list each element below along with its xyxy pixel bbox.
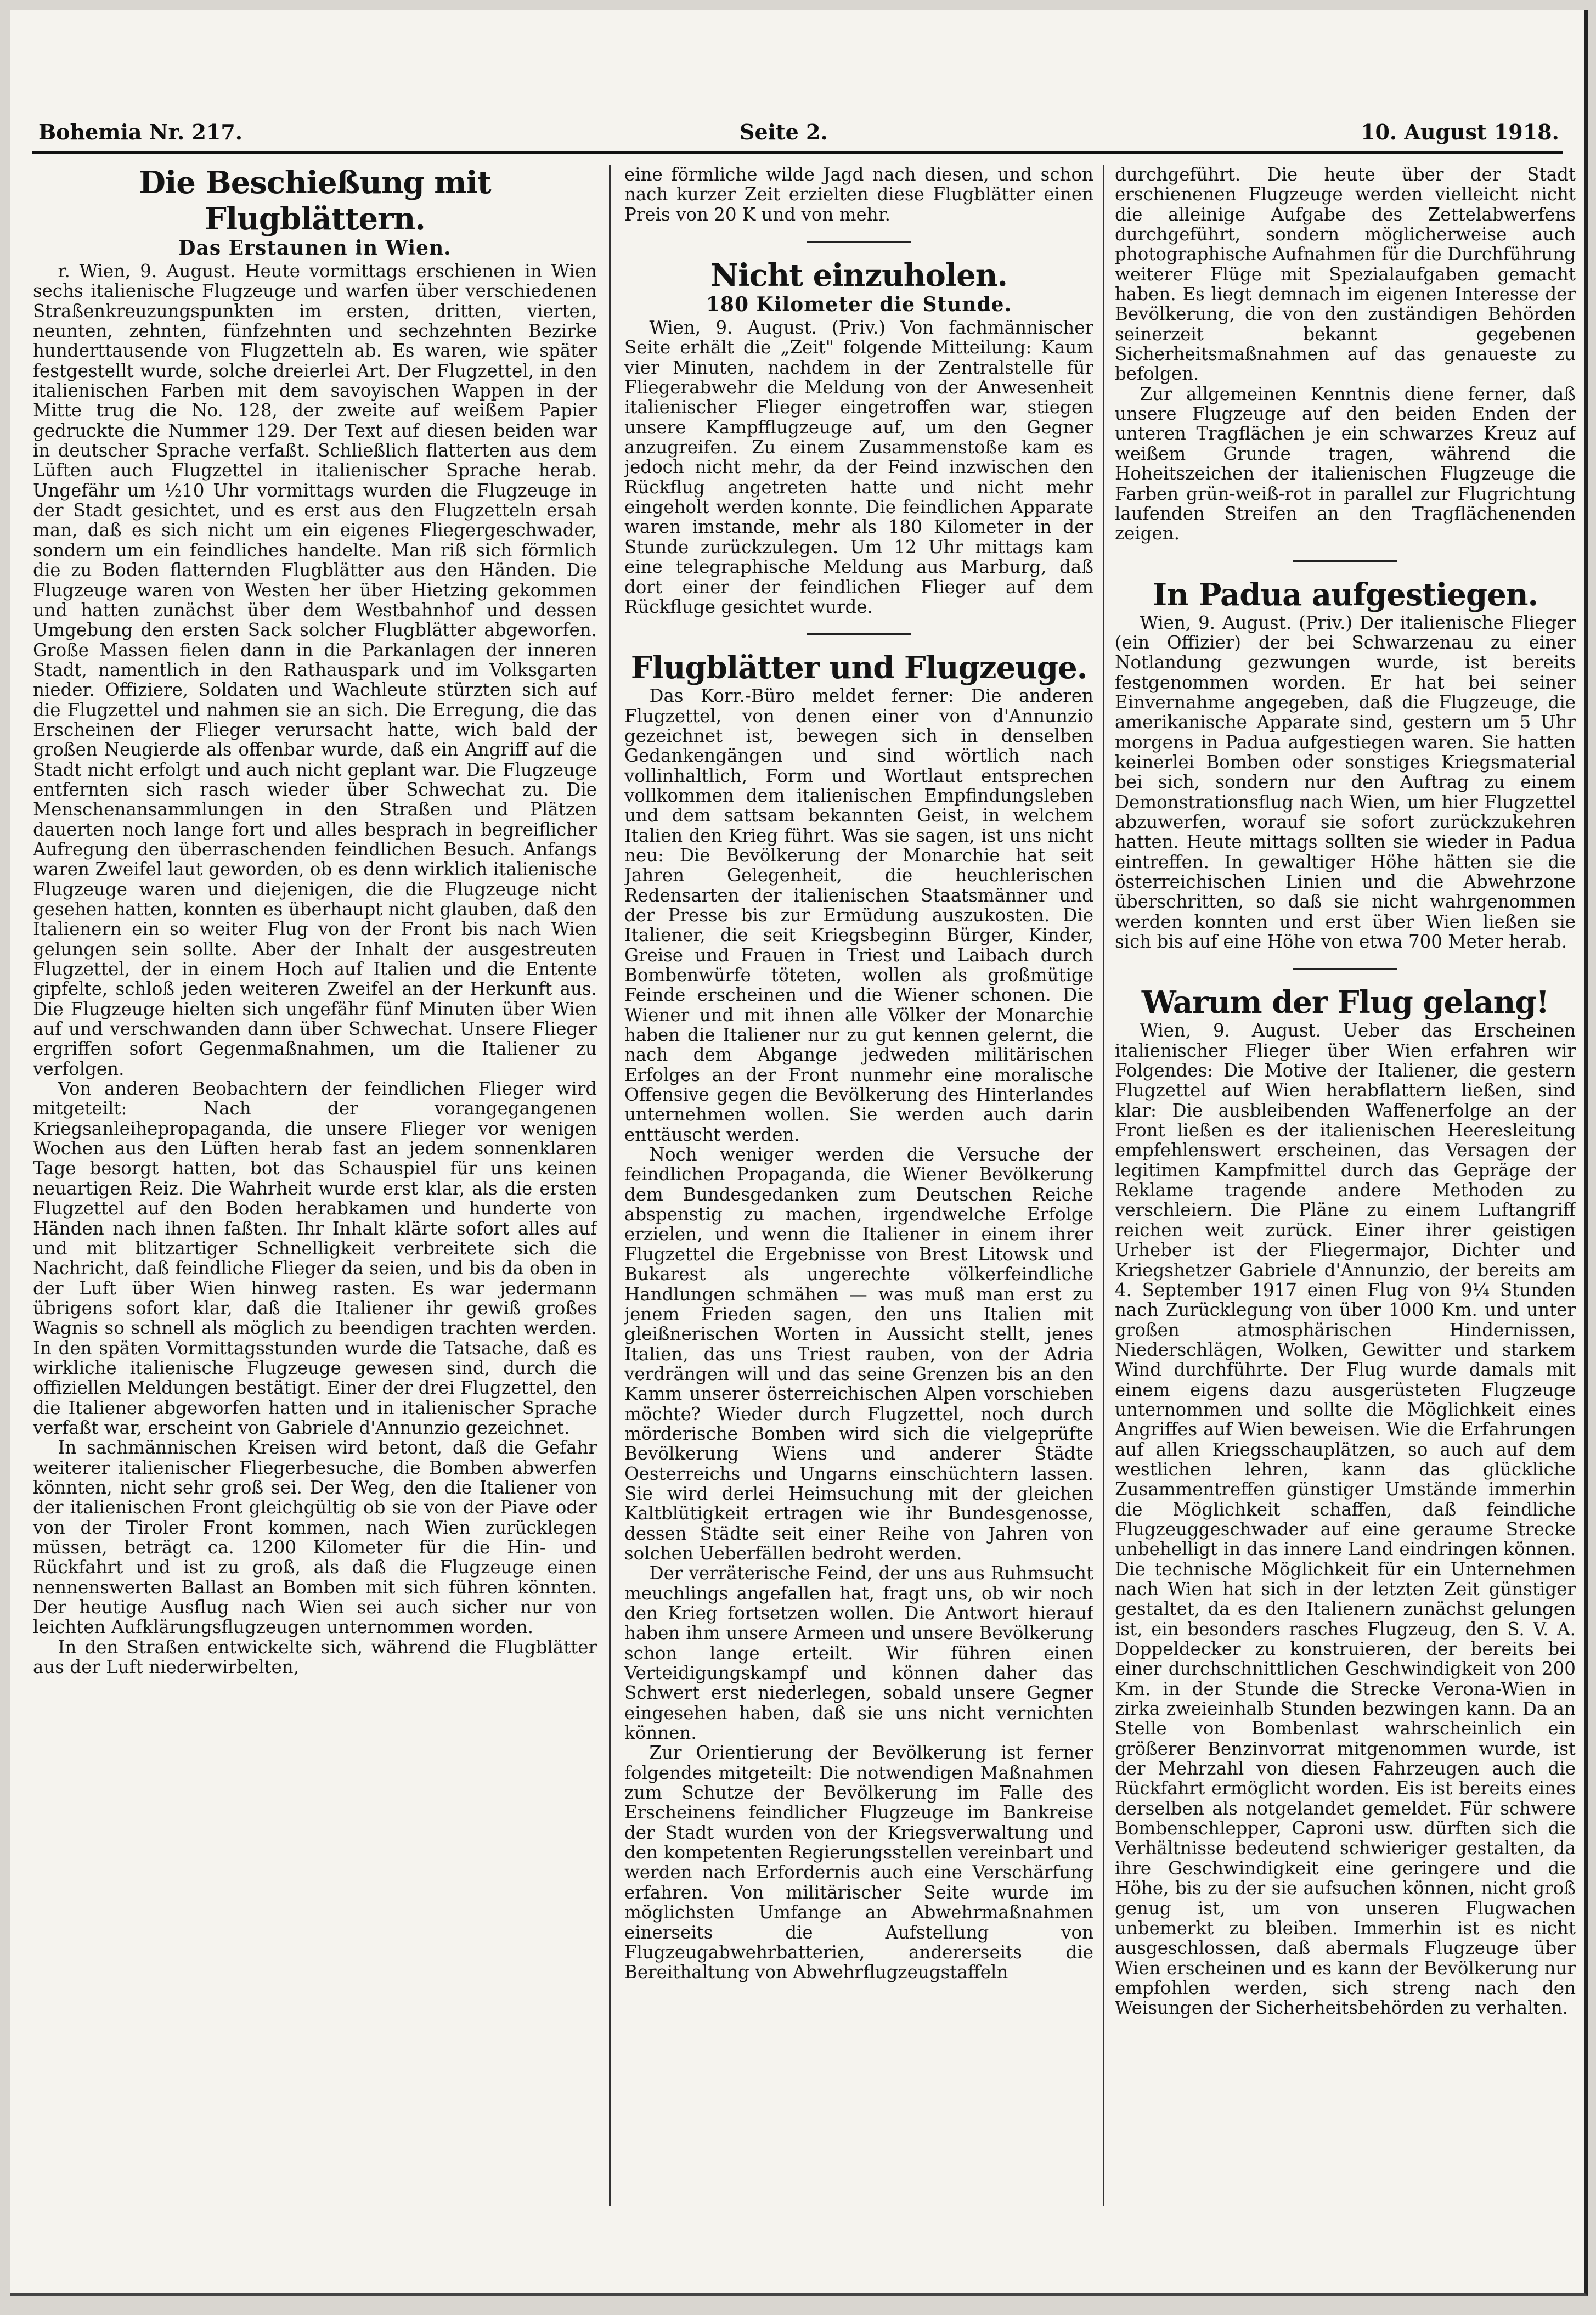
article-paragraph: Wien, 9. August. Ueber das Erscheinen italienischer Flieger über Wien erfahren wir Folgendes: Die Motive der Italiener, die gestern Flugzettel auf Wien herabflattern ließen, sind klar: Die ausbleibenden Waffenerfolge an der Front ließen es der italienischen Heeresleitung empfehlenswert erscheinen, das Versagen der legitimen Kampfmittel durch das Gepräge der Reklame tragende andere Methoden zu verschleiern. Die Pläne zu einem Luftangriff reichen weit zurück. Einer ihrer geistigen Urheber ist der Fliegermajor, Dichter und Kriegshetzer Gabriele d'Annunzio, der bereits am 4. September 1917 einen Flug von 9¼ Stunden nach Zurücklegung von über 1000 Km. und unter großen atmosphärischen Hindernissen, Niederschlägen, Wolken, Gewitter und starkem Wind durchführte. Der Flug wurde damals mit einem eigens dazu ausgerüsteten Flugzeuge unternommen und sollte die Möglichkeit eines Angriffes auf Wien beweisen. Wie die Erfahrungen auf allen Kriegsschauplätzen, so auch auf dem westlichen lehren, kann das glückliche Zusammentreffen günstiger Umstände immerhin die Möglichkeit schaffen, daß feindliche Flugzeuggeschwader auf eine geraume Strecke unbehelligt in das innere Land eindringen können. Die technische Möglichkeit für ein Unternehmen nach Wien hat sich in der letzten Zeit günstiger gestaltet, da es den Italienern zunächst gelungen ist, ein besonders rasches Flugzeug, den S. V. A. Doppeldecker zu konstruieren, der bereits bei einer durchschnittlichen Geschwindigkeit von 200 Km. in der Stunde die Strecke Verona-Wien in zirka zweieinhalb Stunden bezwingen kann. Da an Stelle von Bombenlast wahrscheinlich ein größerer Benzinvorrat mitgenommen wurde, ist der Mehrzahl von diesen Fahrzeugen auch die Rückfahrt ermöglicht worden. Eis ist bereits eines derselben als notgelandet gemeldet. Für schwere Bombenschlepper, Caproni usw. dürften sich die Verhältnisse bedeutend schwieriger gestalten, da ihre Geschwindigkeit eine geringere und die Höhe, bis zu der sie aufsuchen können, nicht groß genug ist, um von unseren Flugwachen unbemerkt zu bleiben. Immerhin ist es nicht ausgeschlossen, daß abermals Flugzeuge über Wien erscheinen und es kann der Bevölkerung nur empfohlen werden, sich streng nach den Weisungen der Sicherheitsbehörden zu verhalten.	[1115, 1020, 1576, 2019]
article-paragraph: r. Wien, 9. August. Heute vormittags erschienen in Wien sechs italienische Flugzeuge und warfen über verschiedenen Straßenkreuzungspunkten im ersten, dritten, vierten, neunten, zehnten, fünfzehnten und sechzehnten Bezirke hunderttausende von Flugzetteln ab. Es waren, wie später festgestellt wurde, solche dreierlei Art. Der Flugzettel, in den italienischen Farben mit dem savoyischen Wappen in der Mitte trug die No. 128, der zweite auf weißem Papier gedruckte die Nummer 129. Der Text auf diesen beiden war in deutscher Sprache verfaßt. Schließlich flatterten aus dem Lüften auch Flugzettel in italienischer Sprache herab. Ungefähr um ½10 Uhr vormittags wurden die Flugzeuge in der Stadt gesichtet, und es erst aus den Flugzetteln ersah man, daß es sich nicht um ein eigenes Fliegergeschwader, sondern um ein feindliches handelte. Man riß sich förmlich die zu Boden flatternden Flugblätter aus den Händen. Die Flugzeuge waren von Westen her über Hietzing gekommen und hatten zunächst über dem Westbahnhof und dessen Umgebung den ersten Sack solcher Flugblätter abgeworfen. Große Massen fielen dann in die Parkanlagen der inneren Stadt, namentlich in den Rathauspark und im Volksgarten nieder. Offiziere, Soldaten und Wachleute stürzten sich auf die Flugzettel und nahmen sie an sich. Die Erregung, die das Erscheinen der Flieger verursacht hatte, wich bald der großen Neugierde als offenbar wurde, daß ein Angriff auf die Stadt nicht erfolgt und auch nicht geplant war. Die Flugzeuge entfernten sich rasch wieder über Schwechat zu. Die Menschenansammlungen in den Straßen und Plätzen dauerten noch lange fort und alles besprach in begreiflicher Aufregung den überraschenden feindlichen Besuch. Anfangs waren Zweifel laut geworden, ob es denn wirklich italienische Flugzeuge waren und diejenigen, die die Flugzeuge nicht gesehen hatten, konnten es überhaupt nicht glauben, daß den Italienern ein so weiter Flug von der Front bis nach Wien gelungen sein sollte. Aber der Inhalt der ausgestreuten Flugzettel, der in einem Hoch auf Italien und die Entente gipfelte, schloß jeden weiteren Zweifel an der Herkunft aus. Die Flugzeuge hielten sich ungefähr fünf Minuten über Wien auf und verschwanden dann über Schwechat. Unsere Flieger ergriffen sofort Gegenmaßnahmen, um die Italiener zu verfolgen.	[33, 261, 597, 1079]
column-divider	[1103, 165, 1104, 2206]
article-paragraph: Das Korr.-Büro meldet ferner: Die anderen Flugzettel, von denen einer von d'Annunzio gezeichnet ist, bewegen sich in denselben Gedankengängen und sind wörtlich nach vollinhaltlich, Form und Wortlaut entsprechen vollkommen dem italienischen Empfindungsleben und dem sattsam bekannten Geist, in welchem Italien den Krieg führt. Was sie sagen, ist uns nicht neu: Die Bevölkerung der Monarchie hat seit Jahren Gelegenheit, die heuchlerischen Redensarten der italienischen Staatsmänner und der Presse bis zur Ermüdung auszukosten. Die Italiener, die seit Kriegsbeginn Bürger, Kinder, Greise und Frauen in Triest und Laibach durch Bombenwürfe töteten, wollen als großmütige Feinde erscheinen und die Wiener schonen. Die Wiener und mit ihnen alle Völker der Monarchie haben die Italiener nur zu gut kennen gelernt, die nach dem Abgange jedweden militärischen Erfolges an der Front nunmehr eine moralische Offensive gegen die Bevölkerung des Hinterlandes unternehmen wollen. Sie werden auch darin enttäuscht werden.	[624, 685, 1093, 1145]
section-separator	[1293, 968, 1397, 970]
page-number: Seite 2.	[740, 120, 828, 144]
article-paragraph: Wien, 9. August. (Priv.) Der italienische Flieger (ein Offizier) der bei Schwarzenau zu einer Notlandung gezwungen wurde, ist bereits festgenommen worden. Er hat bei seiner Einvernahme angegeben, daß die Flugzeuge, die amerikanische Apparate sind, gestern um 5 Uhr morgens in Padua aufgestiegen waren. Sie hatten keinerlei Bomben oder sonstiges Kriegsmaterial bei sich, sondern nur den Auftrag zu einem Demonstrationsflug nach Wien, um hier Flugzettel abzuwerfen, worauf sie sofort zurückzukehren hatten. Heute mittags sollten sie wieder in Padua eintreffen. In gewaltiger Höhe hätten sie die österreichischen Linien und die Abwehrzone überschritten, so daß sie nicht wahrgenommen werden konnten und erst über Wien ließen sie sich bis auf eine Höhe von etwa 700 Meter herab.	[1115, 612, 1576, 953]
newspaper-page	[10, 10, 1588, 2296]
article-subtitle: 180 Kilometer die Stunde.	[706, 293, 1012, 317]
article-paragraph: Zur allgemeinen Kenntnis diene ferner, daß unsere Flugzeuge auf den beiden Enden der unteren Tragflächen je ein schwarzes Kreuz auf weißem Grunde tragen, während die Hoheitszeichen der italienischen Flugzeuge die Farben grün-weiß-rot in parallel zur Flugrichtung laufenden Streifen an den Tragflächenenden zeigen.	[1115, 383, 1576, 544]
article-paragraph: durchgeführt. Die heute über der Stadt erschienenen Flugzeuge werden vielleicht nicht die alleinige Aufgabe des Zettelabwerfens durchgeführt, sondern möglicherweise auch photographische Aufnahmen für die Durchführung weiterer Flüge mit Spezialaufgaben gemacht haben. Es liegt demnach im eigenen Interesse der Bevölkerung, die von den zuständigen Behörden seinerzeit bekannt gegebenen Sicherheitsmaßnahmen auf das genaueste zu befolgen.	[1115, 165, 1576, 385]
article-title: Warum der Flug gelang!	[1141, 984, 1549, 1021]
column-1	[33, 165, 597, 2206]
article-paragraph: Der verräterische Feind, der uns aus Ruhmsucht meuchlings angefallen hat, fragt uns, ob wir noch den Krieg fortsetzen wollen. Die Antwort hierauf haben ihm unsere Armeen und unsere Bevölkerung schon lange erteilt. Wir führen einen Verteidigungskampf und können daher das Schwert erst niederlegen, sobald unsere Gegner eingesehen haben, daß sie uns nicht vernichten können.	[624, 1563, 1093, 1744]
article-paragraph: eine förmliche wilde Jagd nach diesen, und schon nach kurzer Zeit erzielten diese Flugblätter einen Preis von 20 K und von mehr.	[624, 165, 1093, 225]
article-paragraph: In den Straßen entwickelte sich, während die Flugblätter aus der Luft niederwirbelten,	[33, 1636, 597, 1678]
issue-date: 10. August 1918.	[1361, 120, 1559, 144]
article-paragraph: Noch weniger werden die Versuche der feindlichen Propaganda, die Wiener Bevölkerung dem Bundesgedanken zum Deutschen Reiche abspenstig zu machen, irgendwelche Erfolge erzielen, und wenn die Italiener in einem ihrer Flugzettel die Ergebnisse von Brest Litowsk und Bukarest als ungerechte völkerfeindliche Handlungen schmähen — was muß man erst zu jenem Frieden sagen, den uns Italien mit gleißnerischen Worten in Aussicht stellt, jenes Italien, das uns Triest rauben, von der Adria verdrängen will und das seine Grenzen bis an den Kamm unserer österreichischen Alpen vorschieben möchte? Wieder durch Flugzettel, noch durch mörderische Bomben wird sich die vielgeprüfte Bevölkerung Wiens und anderer Städte Oesterreichs und Ungarns einschüchtern lassen. Sie wird derlei Heimsuchung mit der gleichen Kaltblütigkeit ertragen wie ihr Bundesgenosse, dessen Städte seit einer Reihe von Jahren von solchen Ueberfällen bedroht werden.	[624, 1144, 1093, 1564]
page-header	[10, 120, 1584, 150]
article-title: Nicht einzuholen.	[710, 257, 1007, 294]
article-subtitle: Das Erstaunen in Wien.	[178, 236, 452, 260]
column-3	[1115, 165, 1576, 2206]
article-paragraph: In sachmännischen Kreisen wird betont, daß die Gefahr weiterer italienischer Fliegerbesuche, die Bomben abwerfen könnten, nicht sehr groß sei. Der Weg, den die Italiener von der italienischen Front gleichgültig ob sie von der Piave oder von der Tiroler Front kommen, nach Wien zurücklegen müssen, beträgt ca. 1200 Kilometer für die Hin- und Rückfahrt und ist zu groß, als daß die Flugzeuge einen nennenswerten Ballast an Bomben mit sich führen könnten. Der heutige Ausflug nach Wien sei auch sicher nur von leichten Aufklärungsflugzeugen unternommen worden.	[33, 1437, 597, 1638]
article-paragraph: Wien, 9. August. (Priv.) Von fachmännischer Seite erhält die „Zeit" folgende Mitteilung: Kaum vier Minuten, nachdem in der Zentralstelle für Fliegerabwehr die Meldung von der Anwesenheit italienischer Flieger eingetroffen war, stiegen unsere Kampfflugzeuge auf, um den Gegner anzugreifen. Zu einem Zusammenstoße kam es jedoch nicht mehr, da der Feind inzwischen den Rückflug angetreten hatte und nicht mehr eingeholt werden konnte. Die feindlichen Apparate waren imstande, mehr als 180 Kilometer in der Stunde zurückzulegen. Um 12 Uhr mittags kam eine telegraphische Meldung aus Marburg, daß dort einer der feindlichen Flieger auf dem Rückfluge gesichtet wurde.	[624, 317, 1093, 617]
section-separator	[807, 633, 911, 635]
column-divider	[609, 165, 611, 2206]
issue-number: Bohemia Nr. 217.	[38, 120, 243, 144]
article-title: In Padua aufgestiegen.	[1152, 576, 1538, 613]
article-title: Die Beschießung mit Flugblättern.	[139, 165, 491, 237]
article-title: Flugblätter und Flugzeuge.	[630, 650, 1087, 686]
article-paragraph: Zur Orientierung der Bevölkerung ist ferner folgendes mitgeteilt: Die notwendigen Maßnahmen zum Schutze der Bevölkerung im Falle des Erscheinens feindlicher Flugzeuge im Bankreise der Stadt wurden von der Kriegsverwaltung und den kompetenten Regierungsstellen vereinbart und werden nach Erfordernis auch eine Verschärfung erfahren. Von militärischer Seite wurde im möglichsten Umfange an Abwehrmaßnahmen einerseits die Aufstellung von Flugzeugabwehrbatterien, andererseits die Bereithaltung von Abwehrflugzeugstaffeln	[624, 1742, 1093, 1983]
section-separator	[1293, 560, 1397, 562]
header-rule	[32, 151, 1563, 154]
column-2	[624, 165, 1093, 2206]
article-paragraph: Von anderen Beobachtern der feindlichen Flieger wird mitgeteilt: Nach der vorangegangenen Kriegsanleihepropaganda, die unsere Flieger vor wenigen Wochen aus den Lüften herab fast an jedem sonnenklaren Tage besorgt hatten, bot das Schauspiel für uns keinen neuartigen Reiz. Die Wahrheit wurde erst klar, als die ersten Flugzettel auf den Boden herabkamen und hunderte von Händen nach ihnen faßten. Ihr Inhalt klärte sofort alles auf und mit blitzartiger Schnelligkeit verbreitete sich die Nachricht, daß feindliche Flieger da seien, und bis da oben in der Luft über Wien hinweg rasten. Es war jedermann übrigens sofort klar, daß die Italiener ihr gewiß großes Wagnis so schnell als möglich zu beendigen trachten werden. In den späten Vormittagsstunden wurde die Tatsache, daß es wirkliche italienische Flugzeuge gewesen sind, durch die offiziellen Meldungen bestätigt. Einer der drei Flugzettel, den die Italiener abgeworfen hatten und in italienischer Sprache verfaßt war, erscheint von Gabriele d'Annunzio gezeichnet.	[33, 1078, 597, 1438]
section-separator	[807, 241, 911, 243]
